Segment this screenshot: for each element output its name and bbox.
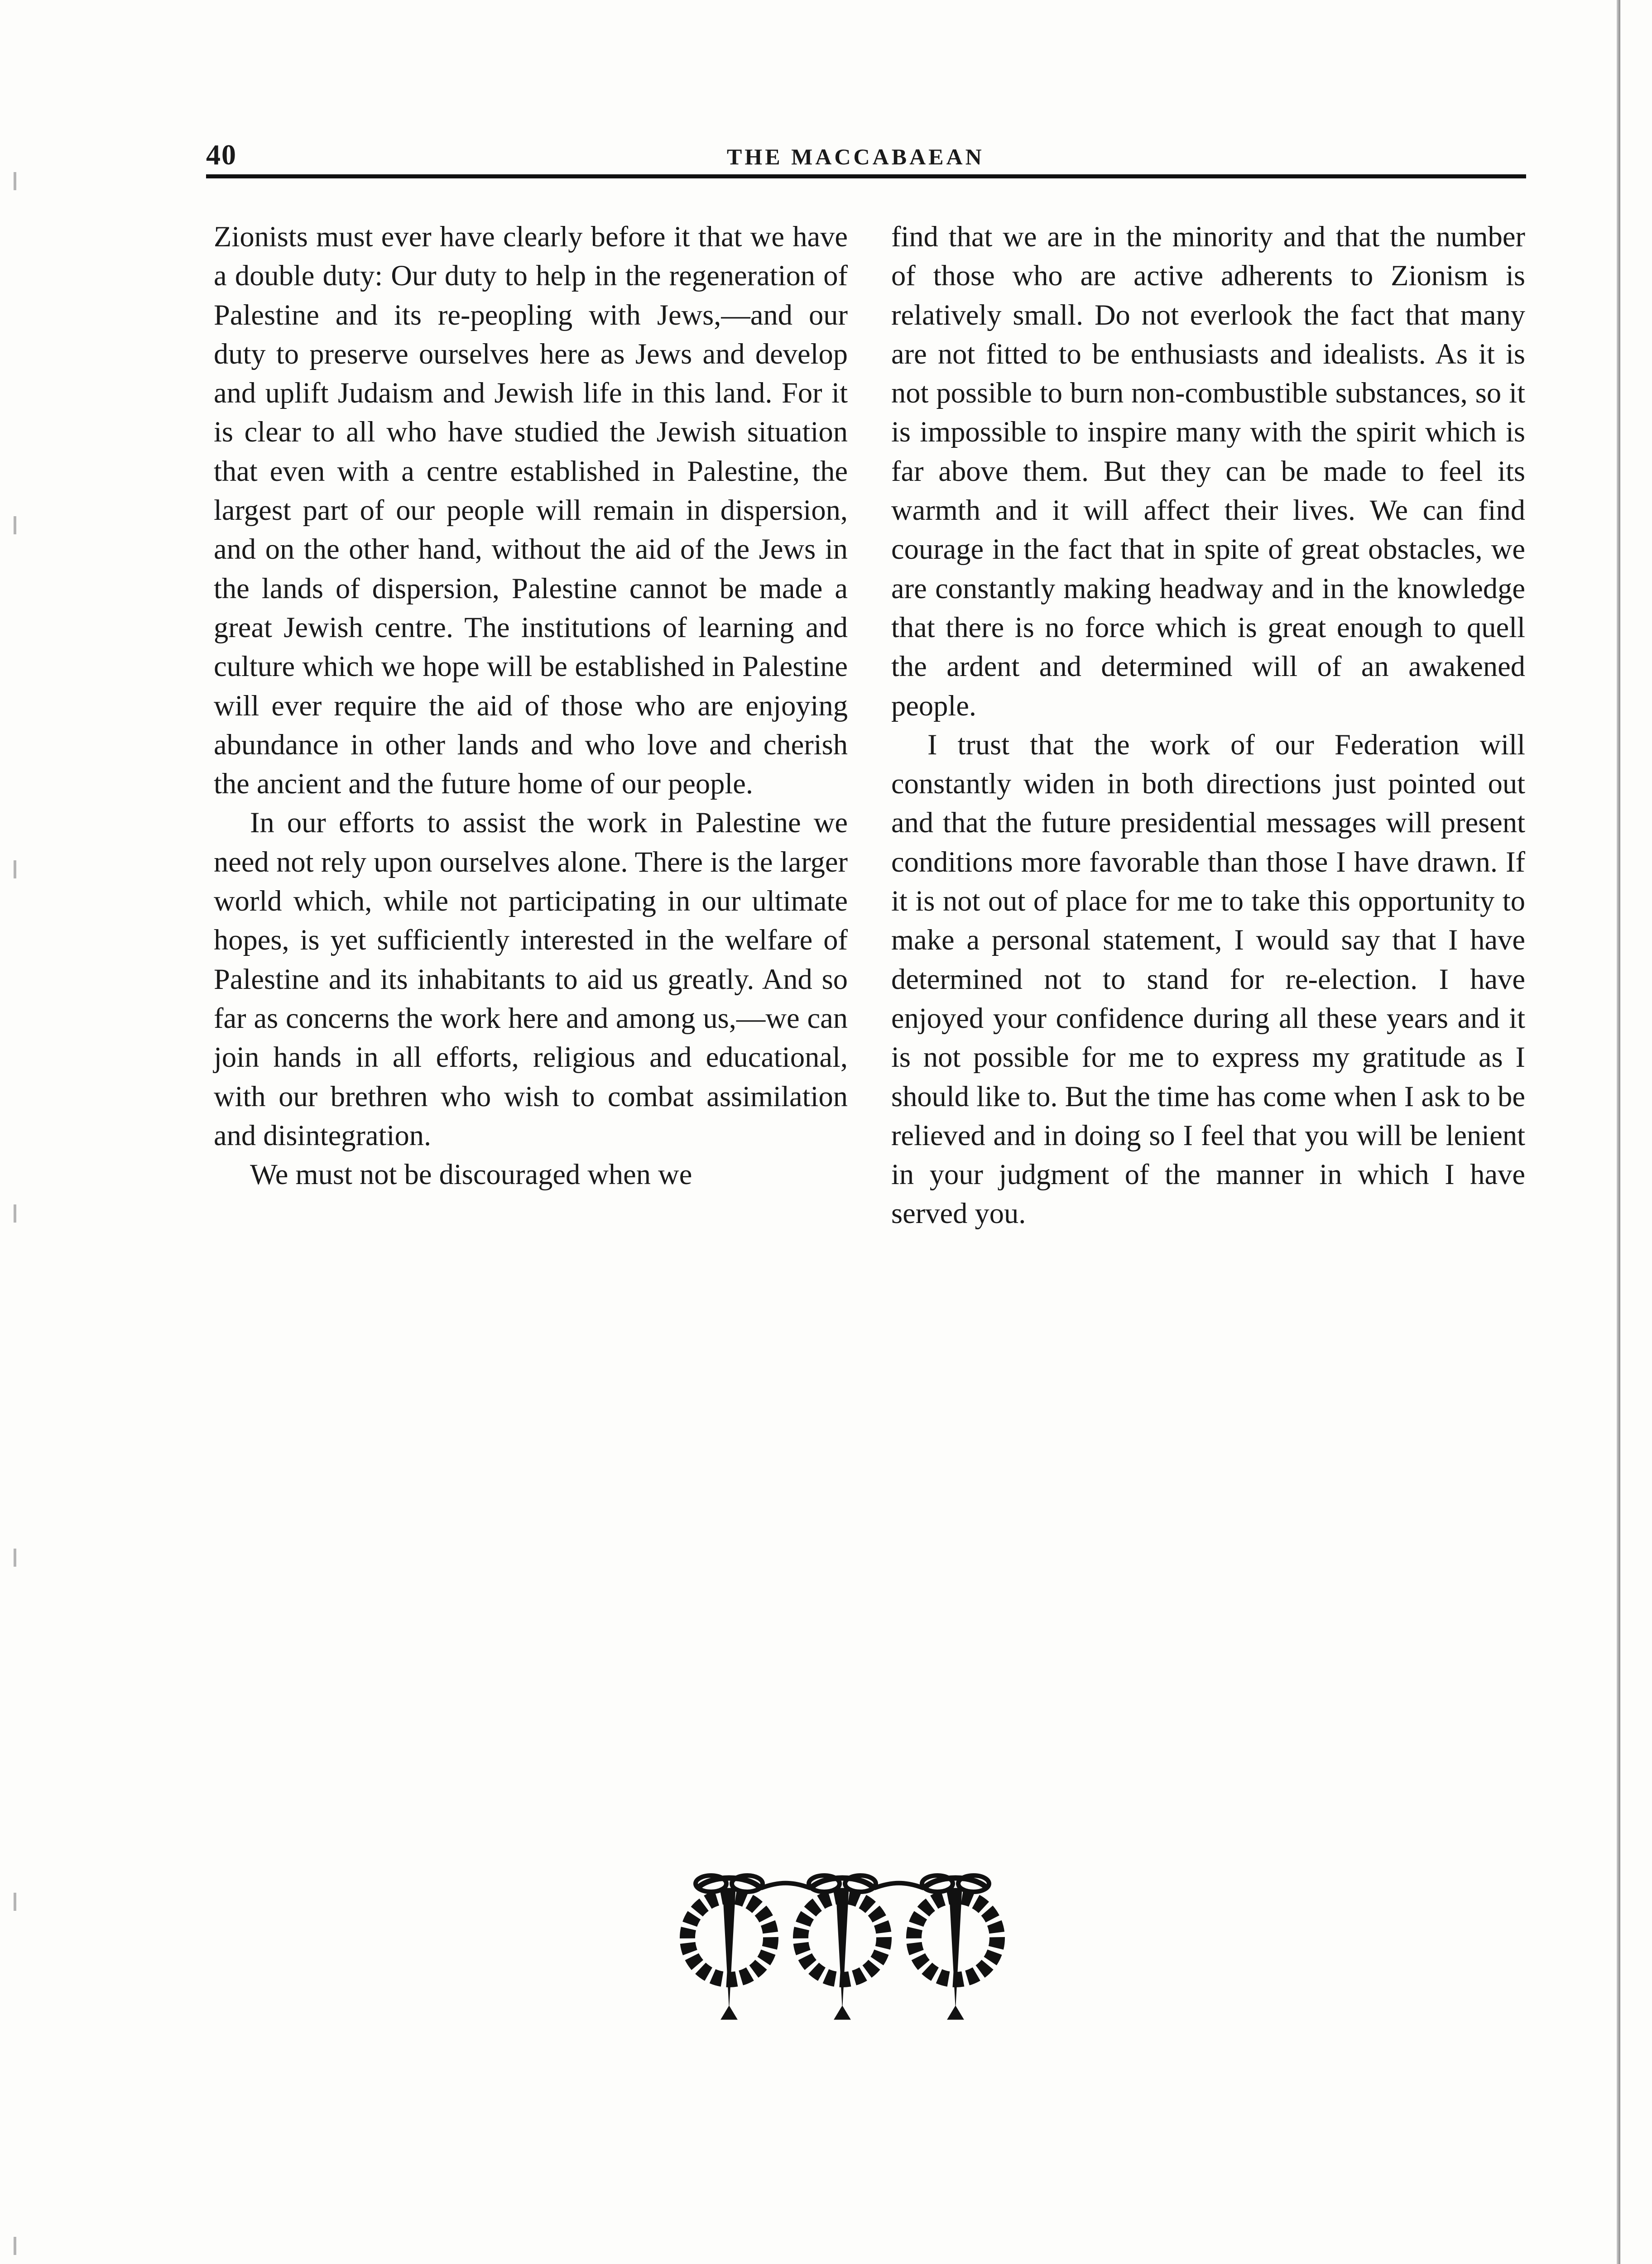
paragraph: Zionists must ever have clearly before it that we have a double duty: Our duty to help in the regeneration of Palestine and its re-peopling with Jews,—and our duty to preserve ourselves here as Jews and develop and uplift Judaism and Jewish life in this land. For it is clear to all who have studied the Jewish situation that even with a centre established in Palestine, the largest part of our people will remain in dispersion, and on the other hand, without the aid of the Jews in the lands of dispersion, Palestine cannot be made a great Jewish centre. The institutions of learning and culture which we hope will be established in Palestine will ever require the aid of those who are enjoying abundance in other lands and who love and cherish the ancient and the future home of our people. xyxy=(214,221,848,800)
right-column xyxy=(891,217,1525,1233)
scan-page-edge xyxy=(1617,0,1620,2264)
wreath-ribbon-ornament-icon xyxy=(670,1870,1014,2024)
paragraph: In our efforts to assist the work in Palestine we need not rely upon ourselves alone. There is the larger world which, while not participating in our ultimate hopes, is yet sufficiently interested in the welfare of Palestine and its inhabitants to aid us greatly. And so far as concerns the work here and among us,—we can join hands in all efforts, religious and educational, with our brethren who wish to combat assimilation and disintegration. xyxy=(214,806,848,1151)
paragraph: We must not be discouraged when we xyxy=(250,1158,692,1191)
paragraph: find that we are in the minority and that the number of those who are active adherents to Zionism is relatively small. Do not everlook the fact that many are not fitted to be enthusiasts and idealists. As it is not possible to burn non-combustible substances, so it is impossible to inspire many with the spirit which is far above them. But they can be made to feel its warmth and it will affect their lives. We can find courage in the fact that in spite of great obstacles, we are constantly making headway and in the knowledge that there is no force which is great enough to quell the ardent and determined will of an awakened people. xyxy=(891,221,1525,722)
page-header xyxy=(206,134,1526,183)
page-number: 40 xyxy=(206,139,237,171)
left-column xyxy=(214,217,848,1194)
scan-margin-marks xyxy=(14,0,16,2264)
paragraph: I trust that the work of our Federation will constantly widen in both directions just pointed out and that the future presidential messages will present conditions more favorable than those I have drawn. If it is not out of place for me to take this opportunity to make a personal statement, I would say that I have determined not to stand for re-election. I have enjoyed your confidence during all these years and it is not possible for me to express my gratitude as I should like to. But the time has come when I ask to be relieved and in doing so I feel that you will be lenient in your judgment of the manner in which I have served you. xyxy=(891,728,1525,1230)
running-title: THE MACCABAEAN xyxy=(727,144,984,169)
header-rule xyxy=(206,174,1526,178)
